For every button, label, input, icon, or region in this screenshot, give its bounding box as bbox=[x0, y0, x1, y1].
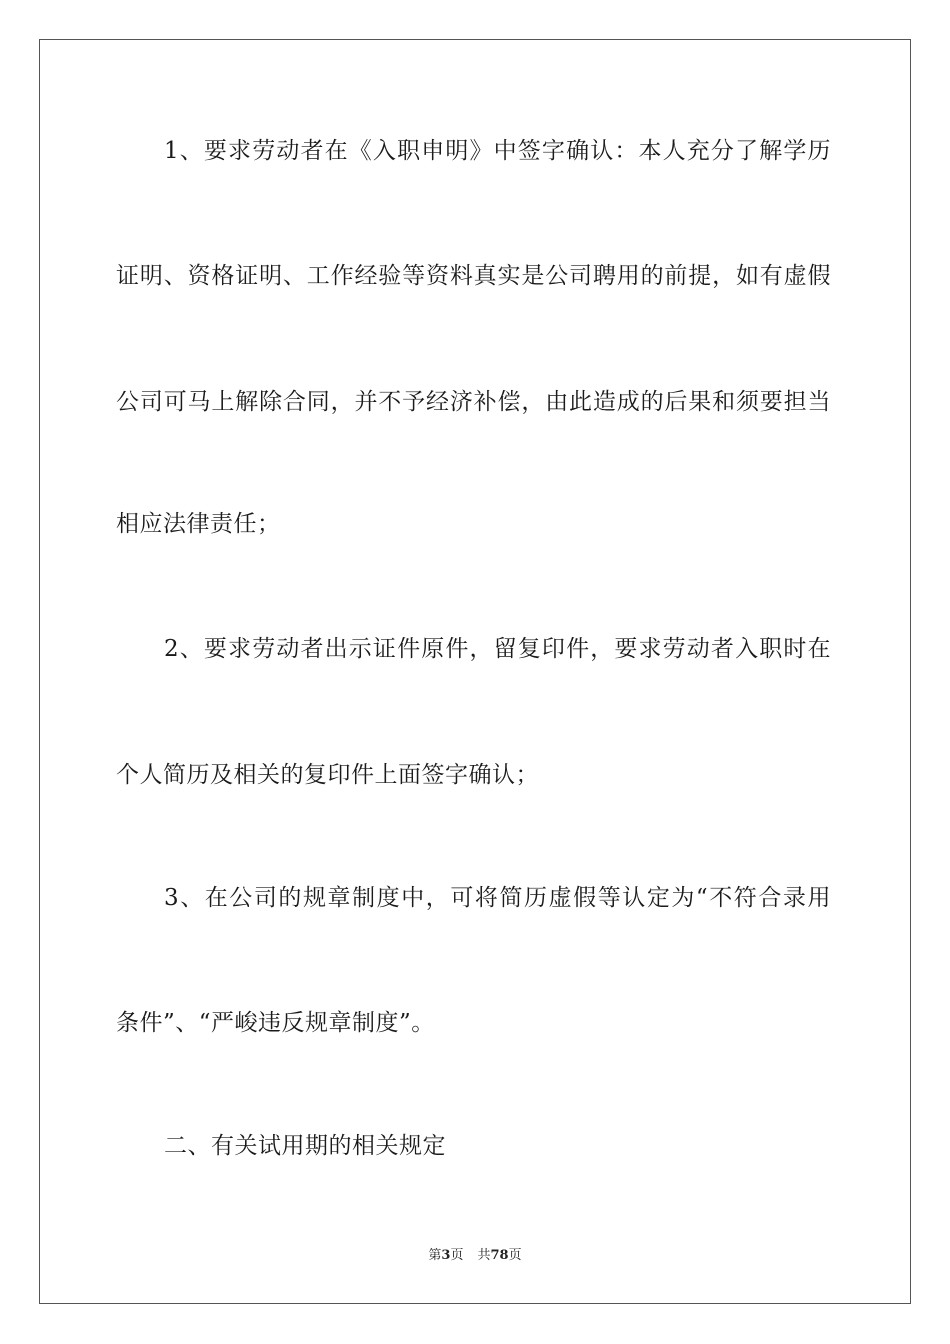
footer-page-suffix: 页 bbox=[450, 1248, 464, 1263]
footer-total-prefix: 共 bbox=[477, 1248, 491, 1263]
total-page-count: 78 bbox=[490, 1248, 509, 1263]
paragraph-line: 1、要求劳动者在《入职申明》中签字确认：本人充分了解学历 bbox=[164, 138, 831, 164]
paragraph-line: 相应法律责任； bbox=[116, 511, 281, 537]
paragraph-line: 个人简历及相关的复印件上面签字确认； bbox=[116, 762, 539, 788]
footer-total-suffix: 页 bbox=[508, 1248, 522, 1263]
paragraph-line: 3、在公司的规章制度中，可将简历虚假等认定为“不符合录用 bbox=[164, 885, 831, 911]
section-heading: 二、有关试用期的相关规定 bbox=[164, 1133, 446, 1159]
paragraph-line: 条件”、“严峻违反规章制度”。 bbox=[116, 1010, 435, 1036]
page-border bbox=[39, 39, 911, 1304]
page-footer bbox=[0, 1247, 950, 1265]
footer-prefix: 第 bbox=[428, 1248, 442, 1263]
current-page-number: 3 bbox=[441, 1248, 451, 1263]
paragraph-line: 公司可马上解除合同，并不予经济补偿，由此造成的后果和须要担当 bbox=[116, 389, 831, 415]
paragraph-line: 证明、资格证明、工作经验等资料真实是公司聘用的前提，如有虚假 bbox=[116, 263, 831, 289]
paragraph-line: 2、要求劳动者出示证件原件，留复印件，要求劳动者入职时在 bbox=[164, 636, 831, 662]
